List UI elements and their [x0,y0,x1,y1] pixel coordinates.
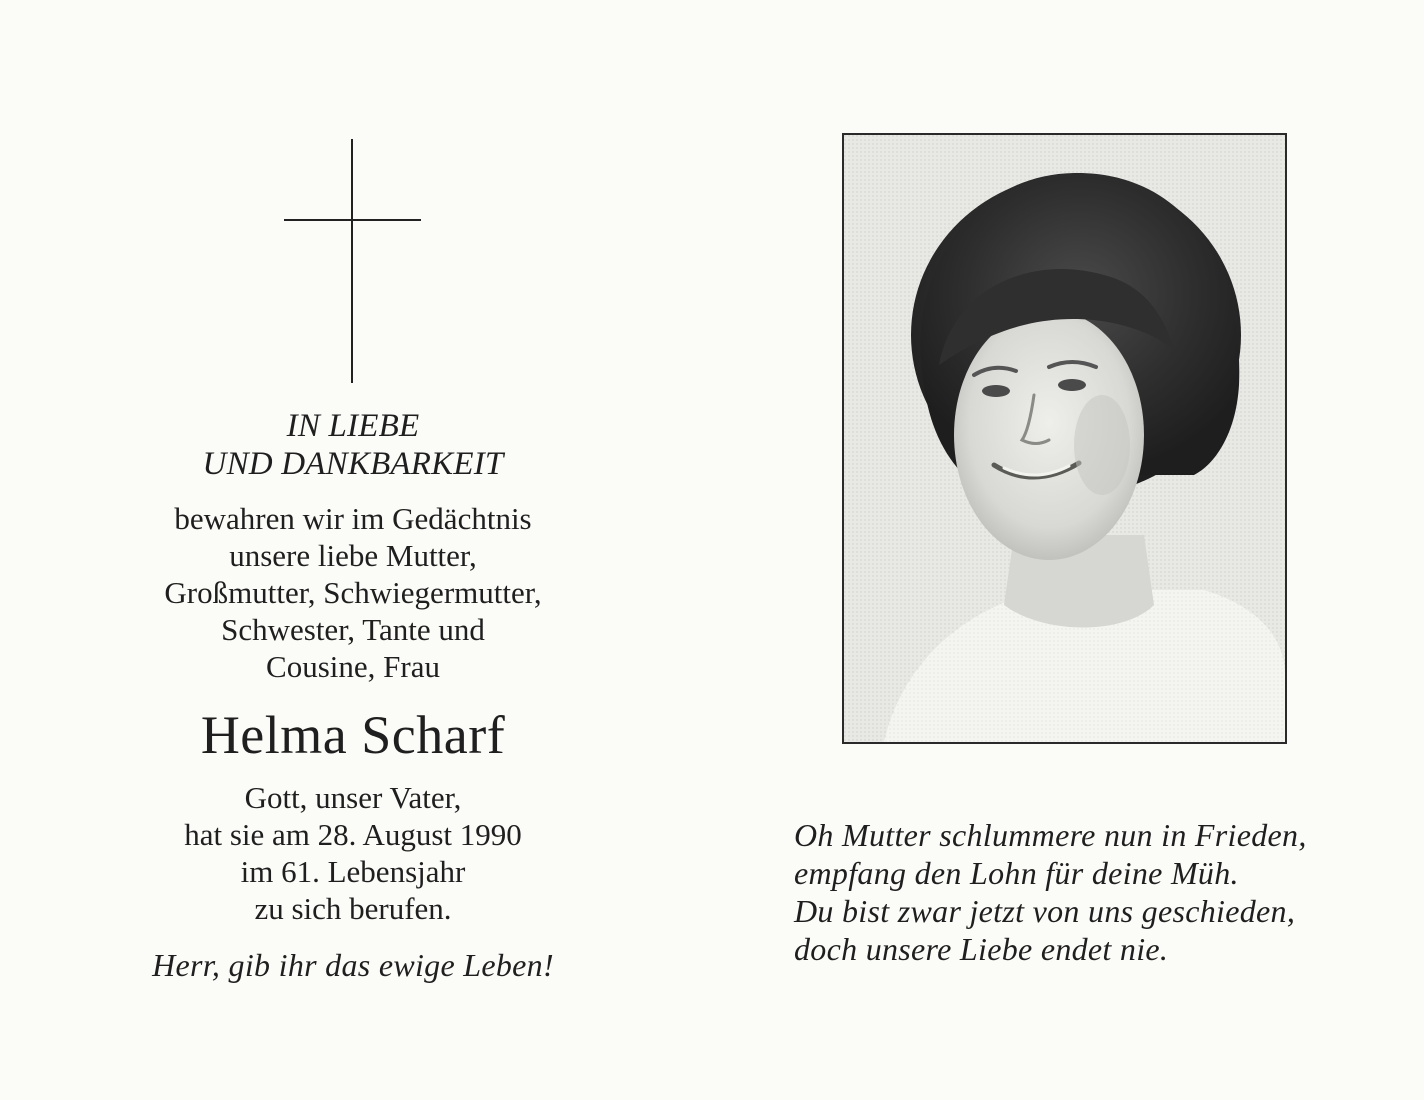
memorial-text-line-1: bewahren wir im Gedächtnis [174,501,532,536]
death-text-line-1: Gott, unser Vater, [244,780,462,815]
portrait-image [844,135,1285,742]
memorial-text-line-2: unsere liebe Mutter, [229,538,477,573]
portrait-photo [842,133,1287,744]
poem-line-3: Du bist zwar jetzt von uns geschieden, [794,893,1296,929]
memorial-text-line-3: Großmutter, Schwiegermutter, [164,575,542,610]
cross-icon-horizontal [284,219,421,221]
death-text-line-4: zu sich berufen. [254,891,452,926]
poem-block [794,816,1394,968]
memorial-text-line-4: Schwester, Tante und [221,612,485,647]
poem-line-2: empfang den Lohn für deine Müh. [794,855,1239,891]
heading-line-2: UND DANKBARKEIT [202,446,504,482]
death-text-line-3: im 61. Lebensjahr [240,854,466,889]
deceased-name: Helma Scharf [200,705,506,765]
heading-line-1: IN LIEBE [286,408,420,444]
death-text-line-2: hat sie am 28. August 1990 [184,817,522,852]
prayer-line: Herr, gib ihr das ewige Leben! [152,947,554,983]
memorial-left-panel [0,0,706,1100]
cross-icon-vertical [351,139,353,383]
memorial-text-line-5: Cousine, Frau [266,649,440,684]
poem-line-4: doch unsere Liebe endet nie. [794,931,1169,967]
poem-line-1: Oh Mutter schlummere nun in Frieden, [794,817,1307,853]
